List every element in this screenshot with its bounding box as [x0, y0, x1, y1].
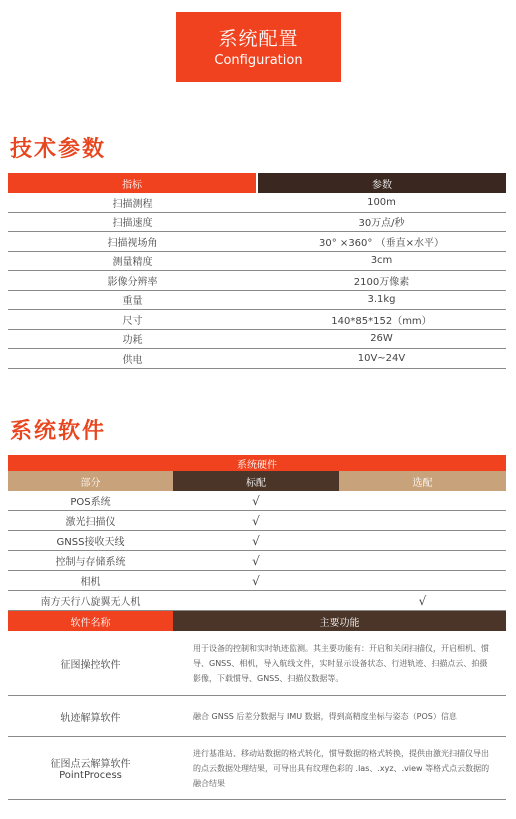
- hw-header-part: 部分: [8, 471, 173, 491]
- hardware-title: 系统硬件: [8, 455, 506, 471]
- optional-check: [339, 531, 506, 551]
- config-banner: [176, 12, 341, 82]
- software-description: 融合 GNSS 后差分数据与 IMU 数据，得到高精度坐标与姿态（POS）信息: [173, 696, 506, 737]
- hardware-part: GNSS接收天线: [8, 531, 173, 551]
- spec-value: 2100万像素: [257, 271, 506, 291]
- hardware-row: [8, 571, 506, 591]
- spec-section-title: 技术参数: [10, 137, 107, 162]
- hw-header-standard: 标配: [173, 471, 339, 491]
- sw-header-function: 主要功能: [173, 611, 506, 632]
- hardware-part: 南方天行八旋翼无人机: [8, 591, 173, 611]
- spec-value: 3.1kg: [257, 290, 506, 310]
- software-row: [8, 737, 506, 800]
- hardware-part: 激光扫描仪: [8, 511, 173, 531]
- spec-table: [8, 173, 506, 369]
- spec-row: [8, 329, 506, 349]
- standard-check: √: [173, 531, 339, 551]
- spec-row: [8, 212, 506, 232]
- spec-row: [8, 251, 506, 271]
- spec-indicator: 扫描测程: [8, 193, 257, 212]
- spec-row: [8, 271, 506, 291]
- spec-value: 30万点/秒: [257, 212, 506, 232]
- spec-indicator: 扫描速度: [8, 212, 257, 232]
- spec-indicator: 功耗: [8, 329, 257, 349]
- hardware-part: 控制与存储系统: [8, 551, 173, 571]
- hardware-row: [8, 491, 506, 511]
- spec-row: [8, 232, 506, 252]
- hardware-row: [8, 531, 506, 551]
- spec-row: [8, 349, 506, 369]
- software-name: 轨迹解算软件: [60, 712, 121, 724]
- software-name: 征图操控软件: [60, 659, 121, 671]
- spec-value: 10V~24V: [257, 349, 506, 369]
- spec-indicator: 尺寸: [8, 310, 257, 330]
- spec-value: 140*85*152（mm）: [257, 310, 506, 330]
- optional-check: [339, 511, 506, 531]
- hardware-row: [8, 591, 506, 611]
- spec-indicator: 扫描视场角: [8, 232, 257, 252]
- software-name: 征图点云解算软件: [50, 759, 131, 770]
- standard-check: √: [173, 511, 339, 531]
- hardware-part: POS系统: [8, 491, 173, 511]
- spec-value: 30° ×360° （垂直×水平）: [257, 232, 506, 252]
- standard-check: √: [173, 491, 339, 511]
- spec-row: [8, 290, 506, 310]
- hardware-row: [8, 511, 506, 531]
- spec-row: [8, 193, 506, 212]
- spec-header-parameter: 参数: [257, 173, 506, 193]
- spec-value: 3cm: [257, 251, 506, 271]
- software-name-cell: [8, 631, 173, 696]
- software-name-en: PointProcess: [59, 770, 122, 781]
- software-description: 进行基准站、移动站数据的格式转化，惯导数据的格式转换，提供由激光扫描仪导出的点云数据处理结果，可导出具有纹理色彩的 .las、.xyz、.view 等格式点云数据的融合结果: [173, 737, 506, 800]
- software-name-cell: [8, 696, 173, 737]
- software-section-title: 系统软件: [10, 419, 107, 444]
- optional-check: [339, 571, 506, 591]
- standard-check: √: [173, 551, 339, 571]
- spec-indicator: 供电: [8, 349, 257, 369]
- optional-check: [339, 491, 506, 511]
- sw-header-name: 软件名称: [8, 611, 173, 632]
- spec-indicator: 测量精度: [8, 251, 257, 271]
- software-name-cell: [8, 737, 173, 800]
- spec-row: [8, 310, 506, 330]
- spec-indicator: 重量: [8, 290, 257, 310]
- banner-title-en: Configuration: [214, 53, 303, 68]
- hw-header-optional: 选配: [339, 471, 506, 491]
- spec-header-indicator: 指标: [8, 173, 257, 193]
- standard-check: √: [173, 571, 339, 591]
- optional-check: √: [339, 591, 506, 611]
- spec-value: 26W: [257, 329, 506, 349]
- spec-indicator: 影像分辨率: [8, 271, 257, 291]
- standard-check: [173, 591, 339, 611]
- software-description: 用于设备的控制和实时轨迹监测。其主要功能有：开启和关闭扫描仪，开启相机、惯导、GNSS、相机，导入航线文件，实时显示设备状态、行进轨迹、扫描点云、拍摄影像，下载惯导、GNSS、扫描仪数据等。: [173, 631, 506, 696]
- banner-title-cn: 系统配置: [218, 28, 299, 50]
- spec-value: 100m: [257, 193, 506, 212]
- hardware-part: 相机: [8, 571, 173, 591]
- software-table: [8, 455, 506, 800]
- optional-check: [339, 551, 506, 571]
- software-row: [8, 631, 506, 696]
- software-row: [8, 696, 506, 737]
- hardware-row: [8, 551, 506, 571]
